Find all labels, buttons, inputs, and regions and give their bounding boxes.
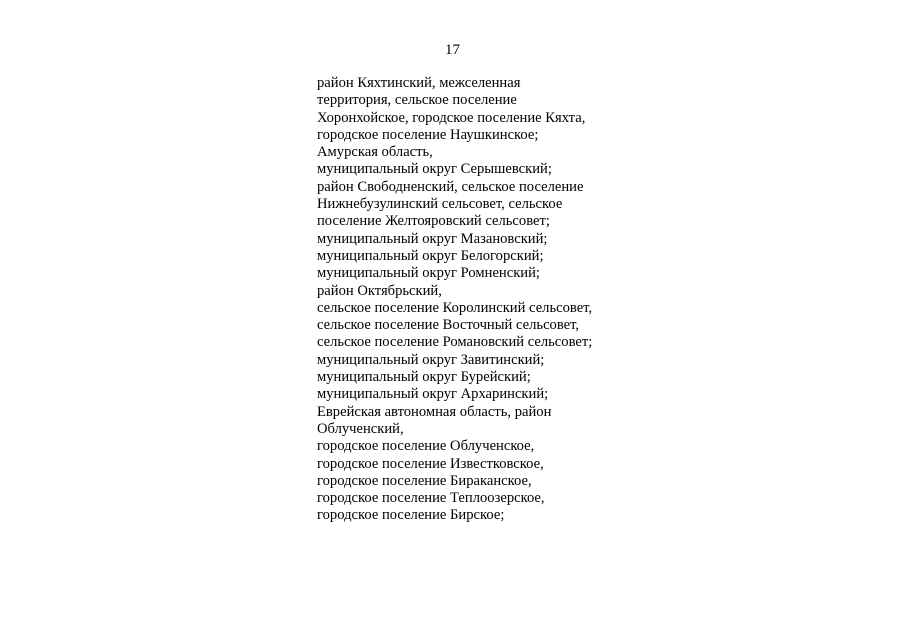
text-line: муниципальный округ Архаринский; (317, 386, 549, 403)
text-line: район Свободненский, сельское поселение (317, 178, 584, 195)
text-line: Нижнебузулинский сельсовет, сельское (317, 196, 563, 213)
text-line: район Кяхтинский, межселенная (317, 75, 521, 91)
text-line: сельское поселение Восточный сельсовет, (317, 317, 580, 334)
text-line: городское поселение Бирское; (317, 507, 505, 524)
text-line: муниципальный округ Завитинский; (317, 351, 545, 368)
text-line: городское поселение Наушкинское; (317, 126, 539, 143)
text-line: муниципальный округ Белогорский; (317, 247, 544, 264)
text-line: муниципальный округ Мазановский; (317, 230, 548, 247)
text-line: сельское поселение Романовский сельсовет; (317, 334, 593, 351)
text-line: городское поселение Облученское, (317, 438, 535, 455)
text-line: городское поселение Известковское, (317, 455, 544, 472)
text-line: Хоронхойское, городское поселение Кяхта, (317, 109, 586, 126)
text-line: городское поселение Теплоозерское, (317, 490, 545, 507)
text-line: Амурская область, (317, 144, 433, 161)
text-line: муниципальный округ Серышевский; (317, 161, 552, 178)
text-line: район Октябрьский, (317, 282, 442, 299)
text-line: поселение Желтояровский сельсовет; (317, 213, 550, 230)
text-line: городское поселение Бираканское, (317, 472, 532, 489)
text-line: Еврейская автономная область, район (317, 403, 552, 420)
text-block (317, 75, 757, 525)
text-line: муниципальный округ Ромненский; (317, 265, 540, 282)
text-line: сельское поселение Королинский сельсовет, (317, 299, 593, 316)
text-line: Облученский, (317, 420, 404, 437)
text-line: муниципальный округ Бурейский; (317, 369, 531, 386)
text-line: территория, сельское поселение (317, 92, 517, 109)
page-number: 17 (445, 42, 460, 58)
